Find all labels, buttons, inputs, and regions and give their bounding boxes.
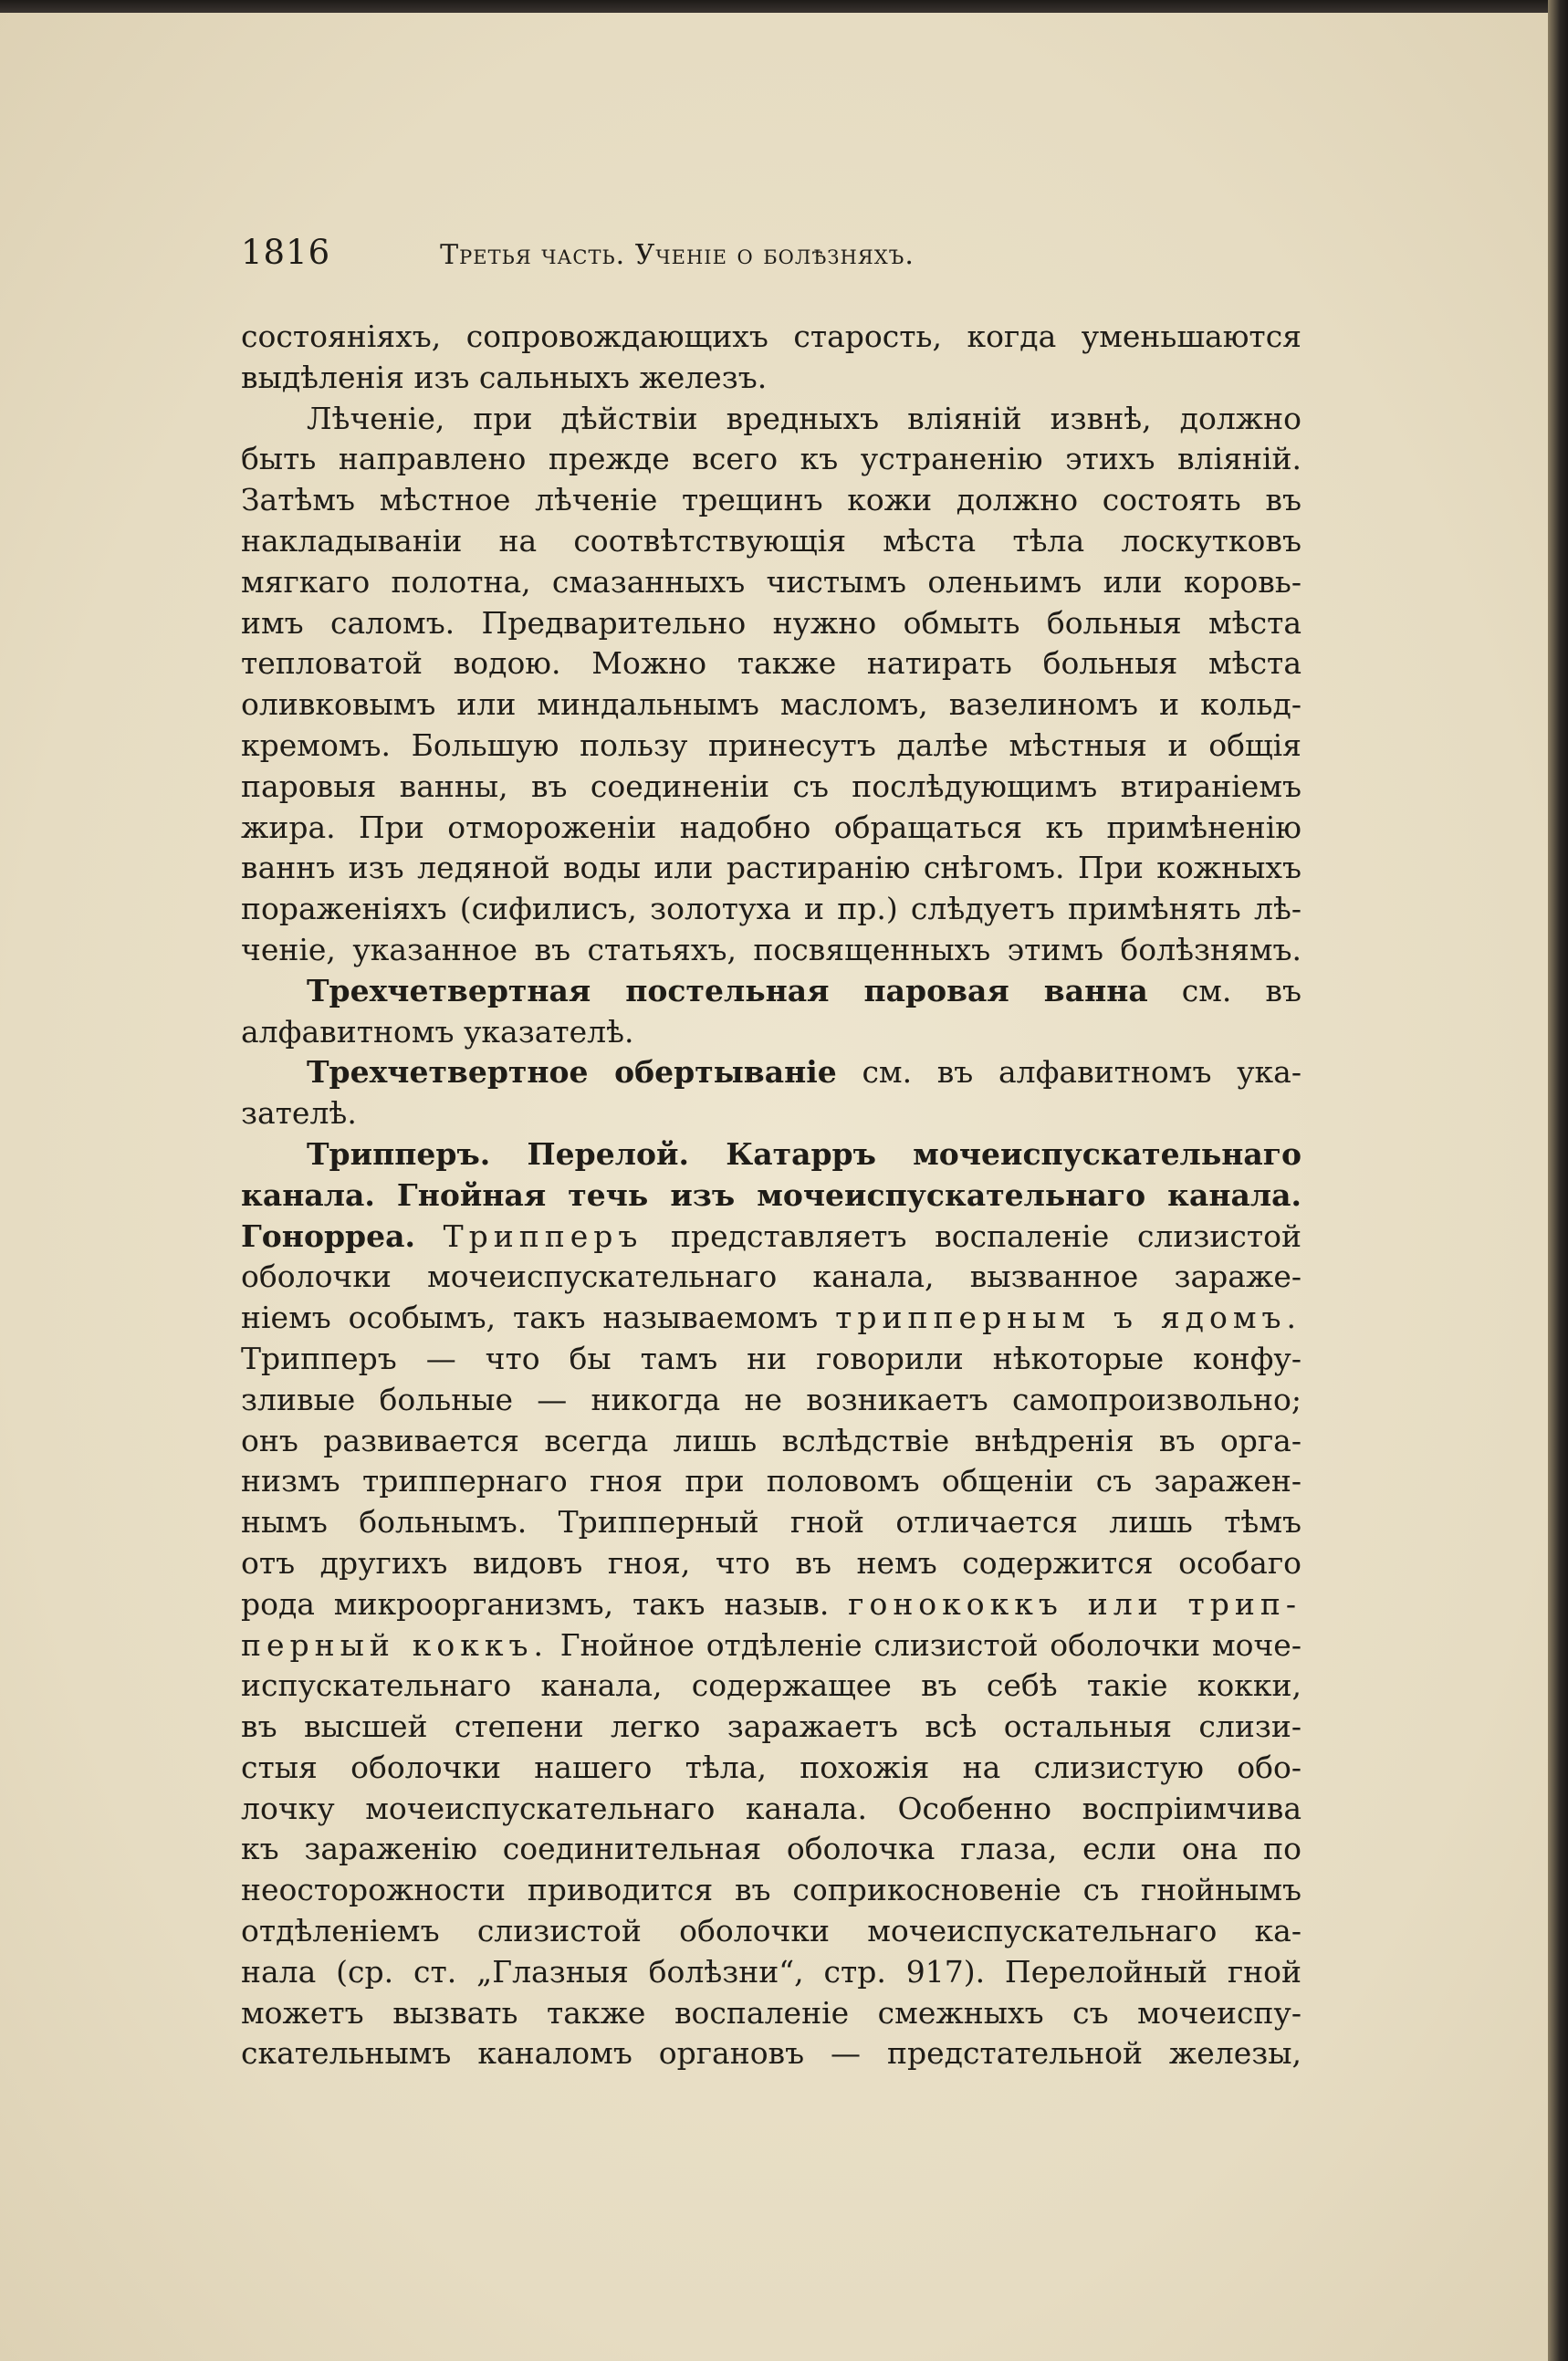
line-text: кремомъ. Большую пользу принесутъ далѣе мѣстныя и общія [241, 726, 1301, 763]
line-text: алфавитномъ указателѣ. [241, 1013, 634, 1050]
text-line [241, 1012, 1301, 1053]
text-line [241, 1993, 1301, 2034]
text-line [241, 1584, 1301, 1625]
page-header [241, 233, 1305, 272]
line-text: зливые больные — никогда не возникаетъ самопроизвольно; [241, 1381, 1301, 1417]
bold-heading: Трехчетвертная постельная паровая ванна [307, 972, 1148, 1008]
line-text: оливковымъ или миндальнымъ масломъ, вазелиномъ и кольд- [241, 686, 1301, 723]
line-text: тепловатой водою. Можно также натирать больныя мѣста [241, 645, 1301, 682]
line-text: Лѣченіе, при дѣйствіи вредныхъ вліяній извнѣ, должно [307, 400, 1301, 436]
text-line [241, 1134, 1301, 1175]
text-line [241, 399, 1301, 440]
text-line [241, 1257, 1301, 1298]
body-text [241, 317, 1301, 2074]
text-line [241, 726, 1301, 767]
bold-heading: канала. Гнойная течь изъ мочеиспускательнаго канала. [241, 1176, 1301, 1213]
line-text: жира. При отмороженіи надобно обращаться къ примѣненію [241, 809, 1301, 845]
line-text: имъ саломъ. Предварительно нужно обмыть больныя мѣста [241, 604, 1301, 641]
line-text: см. въ алфавитномъ ука- [862, 1054, 1301, 1091]
text-line [241, 480, 1301, 521]
line-text: Гнойное отдѣленіе слизистой оболочки моче- [559, 1626, 1301, 1663]
text-line [241, 1093, 1301, 1134]
text-line [241, 643, 1301, 684]
text-line [241, 1543, 1301, 1584]
text-line [241, 848, 1301, 889]
bold-heading: Трипперъ. Перелой. Катарръ мочеиспускательнаго [307, 1135, 1301, 1172]
spaced-term: гонококкъ или трип- [848, 1585, 1301, 1622]
line-text: можетъ вызвать также воспаленіе смежныхъ съ мочеиспу- [241, 1994, 1301, 2031]
text-line [241, 1217, 1301, 1258]
text-line [241, 1748, 1301, 1789]
bold-heading: Гонорреа. [241, 1217, 415, 1254]
line-text: зателѣ. [241, 1095, 357, 1132]
page-top-edge [0, 0, 1568, 13]
line-text: испускательнаго канала, содержащее въ себѣ такіе кокки, [241, 1667, 1301, 1704]
spaced-term: Трипперъ [443, 1217, 643, 1254]
line-text: накладываніи на соотвѣтствующія мѣста тѣла лоскутковъ [241, 522, 1301, 559]
page-right-edge [1548, 0, 1568, 2361]
line-text: мягкаго полотна, смазанныхъ чистымъ оленьимъ или коровь- [241, 563, 1301, 600]
line-text: паровыя ванны, въ соединеніи съ послѣдующимъ втираніемъ [241, 768, 1301, 804]
text-line [241, 1175, 1301, 1217]
line-text: стыя оболочки нашего тѣла, похожія на слизистую обо- [241, 1749, 1301, 1785]
text-line [241, 439, 1301, 480]
line-text: въ высшей степени легко заражаетъ всѣ остальныя слизи- [241, 1708, 1301, 1745]
line-text: ченіе, указанное въ статьяхъ, посвященныхъ этимъ болѣзнямъ. [241, 931, 1301, 967]
text-line [241, 767, 1301, 808]
text-line [241, 930, 1301, 971]
line-text: ваннъ изъ ледяной воды или растиранію снѣгомъ. При кожныхъ [241, 850, 1301, 886]
running-title: Третья часть. Ученіе о болѣзняхъ. [440, 239, 915, 271]
text-line [241, 1952, 1301, 1993]
text-line [241, 562, 1301, 603]
line-text: выдѣленія изъ сальныхъ железъ. [241, 359, 768, 395]
line-text: ніемъ особымъ, такъ называемомъ [241, 1300, 819, 1336]
text-line [241, 889, 1301, 930]
line-text: представляетъ воспаленіе слизистой [671, 1217, 1301, 1254]
line-text: рода микроорганизмъ, такъ назыв. [241, 1585, 830, 1622]
line-text: Трипперъ — что бы тамъ ни говорили нѣкоторые конфу- [241, 1340, 1301, 1376]
line-text: къ зараженію соединительная оболочка глаза, если она по [241, 1831, 1301, 1867]
text-line [241, 1298, 1301, 1339]
text-line [241, 1052, 1301, 1093]
line-text: отдѣленіемъ слизистой оболочки мочеиспускательнаго ка- [241, 1913, 1301, 1949]
line-text: низмъ триппернаго гноя при половомъ общеніи съ заражен- [241, 1463, 1301, 1499]
text-line [241, 1421, 1301, 1462]
line-text: скательнымъ каналомъ органовъ — предстательной железы, [241, 2035, 1301, 2072]
line-text: онъ развивается всегда лишь вслѣдствіе внѣдренія въ орга- [241, 1422, 1301, 1458]
text-line [241, 684, 1301, 726]
line-text: нала (ср. ст. „Глазныя болѣзни“, стр. 917). Перелойный гной [241, 1953, 1301, 1990]
text-line [241, 317, 1301, 358]
line-text: пораженіяхъ (сифилисъ, золотуха и пр.) слѣдуетъ примѣнять лѣ- [241, 891, 1301, 927]
text-line [241, 1666, 1301, 1707]
text-line [241, 521, 1301, 562]
line-text: неосторожности приводится въ соприкосновеніе съ гнойнымъ [241, 1872, 1301, 1908]
line-text: состояніяхъ, сопровождающихъ старость, когда уменьшаются [241, 319, 1301, 354]
text-line [241, 603, 1301, 644]
line-text: нымъ больнымъ. Трипперный гной отличается лишь тѣмъ [241, 1504, 1301, 1541]
text-line [241, 1380, 1301, 1421]
text-line [241, 808, 1301, 849]
line-text: быть направлено прежде всего къ устраненію этихъ вліяній. [241, 441, 1301, 477]
line-text: см. въ [1181, 972, 1301, 1008]
text-line [241, 1339, 1301, 1380]
line-text: отъ другихъ видовъ гноя, что въ немъ содержится особаго [241, 1544, 1301, 1581]
text-line [241, 1911, 1301, 1952]
text-line [241, 1789, 1301, 1830]
text-line [241, 1461, 1301, 1502]
spaced-term: перный коккъ. [241, 1626, 549, 1663]
text-line [241, 358, 1301, 399]
text-line [241, 1625, 1301, 1666]
page-number: 1816 [241, 233, 331, 272]
text-line [241, 1707, 1301, 1748]
line-text: лочку мочеиспускательнаго канала. Особенно воспріимчива [241, 1790, 1301, 1826]
text-line [241, 2033, 1301, 2074]
bold-heading: Трехчетвертное обертываніе [307, 1054, 837, 1091]
text-line [241, 1829, 1301, 1870]
spaced-term: трипперным ъ ядомъ. [835, 1300, 1301, 1336]
text-line [241, 971, 1301, 1012]
line-text: оболочки мочеиспускательнаго канала, вызванное зараже- [241, 1259, 1301, 1295]
text-line [241, 1502, 1301, 1543]
line-text: Затѣмъ мѣстное лѣченіе трещинъ кожи должно состоять въ [241, 482, 1301, 518]
text-line [241, 1870, 1301, 1911]
